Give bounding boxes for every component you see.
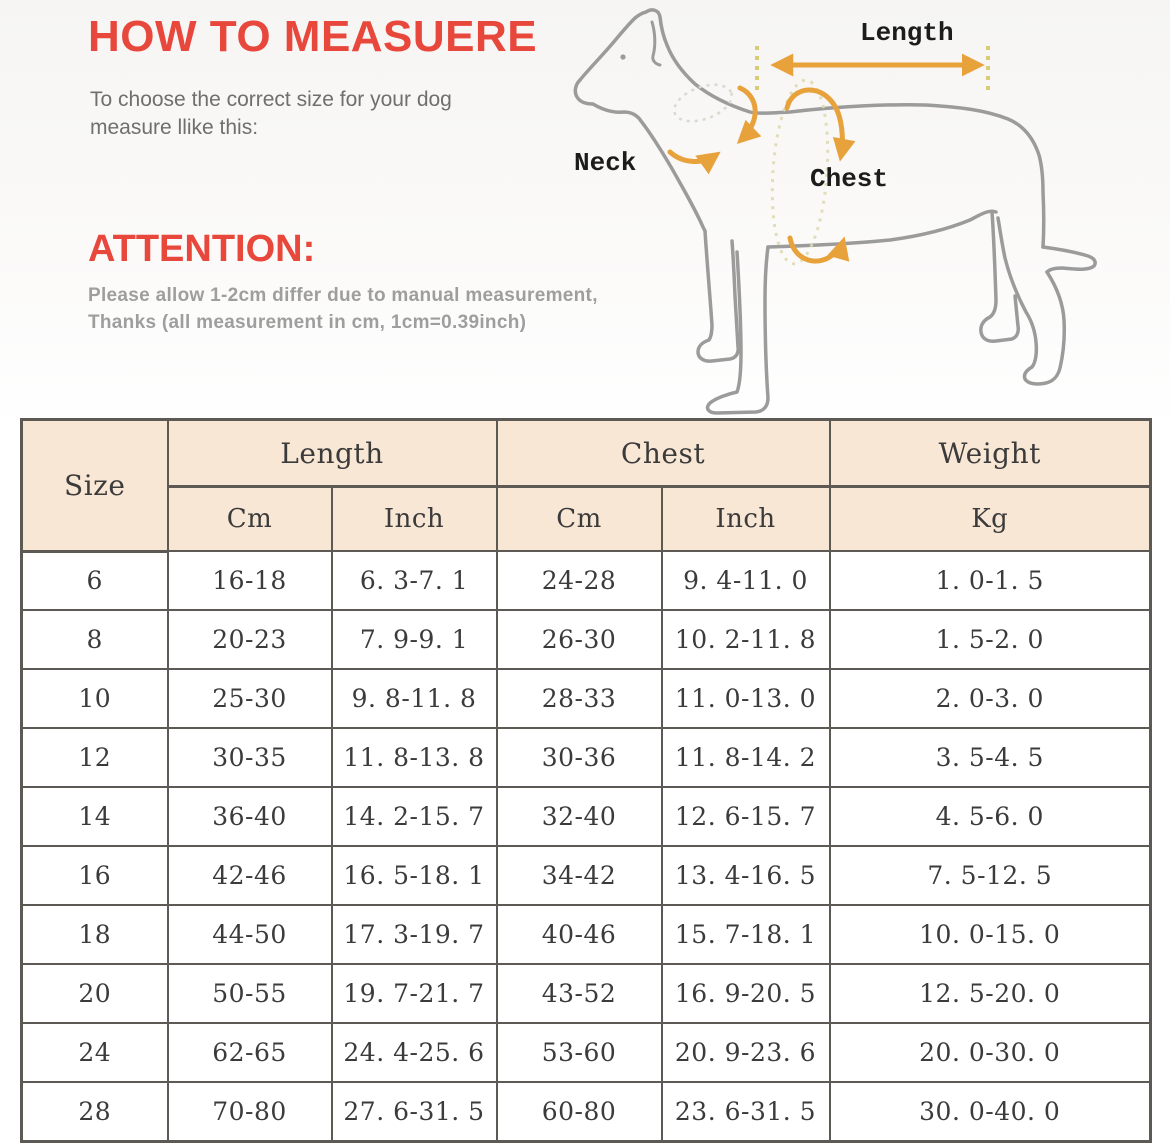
table-cell: 16	[22, 846, 168, 905]
neck-label: Neck	[574, 148, 637, 178]
table-cell: 25-30	[168, 669, 332, 728]
table-cell: 9. 4-11. 0	[662, 551, 830, 610]
table-cell: 50-55	[168, 964, 332, 1023]
table-row	[22, 905, 1151, 964]
table-cell: 23. 6-31. 5	[662, 1082, 830, 1141]
neck-arrow-upper	[740, 88, 755, 140]
dog-eye	[620, 54, 625, 59]
table-cell: 4. 5-6. 0	[830, 787, 1151, 846]
table-cell: 11. 8-13. 8	[332, 728, 497, 787]
chest-label: Chest	[810, 164, 889, 194]
table-cell: 14. 2-15. 7	[332, 787, 497, 846]
table-cell: 24. 4-25. 6	[332, 1023, 497, 1082]
table-cell: 20-23	[168, 610, 332, 669]
table-row	[22, 1082, 1151, 1141]
table-cell: 16. 9-20. 5	[662, 964, 830, 1023]
table-cell: 36-40	[168, 787, 332, 846]
table-row	[22, 551, 1151, 610]
table-cell: 62-65	[168, 1023, 332, 1082]
table-cell: 30-36	[497, 728, 662, 787]
attention-note-line-2: Thanks (all measurement in cm, 1cm=0.39inch)	[88, 312, 527, 333]
table-cell: 60-80	[497, 1082, 662, 1141]
table-cell: 1. 0-1. 5	[830, 551, 1151, 610]
table-cell: 28-33	[497, 669, 662, 728]
table-cell: 11. 8-14. 2	[662, 728, 830, 787]
table-cell: 2. 0-3. 0	[830, 669, 1151, 728]
table-cell: 16. 5-18. 1	[332, 846, 497, 905]
table-cell: 18	[22, 905, 168, 964]
attention-title: ATTENTION:	[88, 228, 316, 270]
table-row	[22, 787, 1151, 846]
page-title: HOW TO MEASUERE	[88, 12, 538, 61]
table-cell: 27. 6-31. 5	[332, 1082, 497, 1141]
size-table-body	[22, 551, 1151, 1141]
column-header-chest: Chest	[497, 420, 830, 487]
table-cell: 28	[22, 1082, 168, 1141]
attention-note	[88, 282, 598, 336]
table-cell: 20. 9-23. 6	[662, 1023, 830, 1082]
chest-arrow-lower	[790, 238, 843, 261]
table-cell: 42-46	[168, 846, 332, 905]
column-header-length-inch: Inch	[332, 487, 497, 552]
table-cell: 19. 7-21. 7	[332, 964, 497, 1023]
table-cell: 20. 0-30. 0	[830, 1023, 1151, 1082]
table-cell: 53-60	[497, 1023, 662, 1082]
dog-outline	[575, 10, 1095, 413]
table-cell: 24	[22, 1023, 168, 1082]
length-label: Length	[860, 18, 954, 48]
column-header-size: Size	[22, 420, 168, 552]
table-cell: 7. 9-9. 1	[332, 610, 497, 669]
size-table	[20, 418, 1152, 1143]
table-cell: 26-30	[497, 610, 662, 669]
table-cell: 17. 3-19. 7	[332, 905, 497, 964]
table-row	[22, 846, 1151, 905]
size-table-header	[22, 420, 1151, 552]
table-cell: 11. 0-13. 0	[662, 669, 830, 728]
subtitle	[90, 86, 452, 142]
measurement-diagram	[560, 0, 1170, 415]
table-cell: 12. 5-20. 0	[830, 964, 1151, 1023]
table-cell: 15. 7-18. 1	[662, 905, 830, 964]
table-cell: 10. 0-15. 0	[830, 905, 1151, 964]
table-cell: 30. 0-40. 0	[830, 1082, 1151, 1141]
table-cell: 8	[22, 610, 168, 669]
table-cell: 70-80	[168, 1082, 332, 1141]
table-row	[22, 964, 1151, 1023]
column-header-chest-inch: Inch	[662, 487, 830, 552]
table-cell: 24-28	[497, 551, 662, 610]
table-cell: 16-18	[168, 551, 332, 610]
table-row	[22, 669, 1151, 728]
chest-arrow-upper	[787, 90, 842, 156]
column-header-weight-kg: Kg	[830, 487, 1151, 552]
column-header-chest-cm: Cm	[497, 487, 662, 552]
table-cell: 3. 5-4. 5	[830, 728, 1151, 787]
table-row	[22, 610, 1151, 669]
table-cell: 7. 5-12. 5	[830, 846, 1151, 905]
table-row	[22, 1023, 1151, 1082]
table-cell: 1. 5-2. 0	[830, 610, 1151, 669]
column-header-length: Length	[168, 420, 497, 487]
attention-note-line-1: Please allow 1-2cm differ due to manual measurement,	[88, 285, 598, 306]
table-cell: 14	[22, 787, 168, 846]
table-cell: 10. 2-11. 8	[662, 610, 830, 669]
column-header-length-cm: Cm	[168, 487, 332, 552]
column-header-weight: Weight	[830, 420, 1151, 487]
subtitle-line-2: measure llike this:	[90, 116, 259, 139]
table-cell: 9. 8-11. 8	[332, 669, 497, 728]
subtitle-line-1: To choose the correct size for your dog	[90, 88, 452, 111]
dog-outline-illustration	[560, 0, 1170, 415]
table-cell: 43-52	[497, 964, 662, 1023]
table-cell: 6. 3-7. 1	[332, 551, 497, 610]
table-cell: 13. 4-16. 5	[662, 846, 830, 905]
table-cell: 10	[22, 669, 168, 728]
neck-arrow-lower	[670, 152, 716, 161]
table-row	[22, 728, 1151, 787]
table-cell: 34-42	[497, 846, 662, 905]
table-cell: 40-46	[497, 905, 662, 964]
table-cell: 12. 6-15. 7	[662, 787, 830, 846]
table-cell: 32-40	[497, 787, 662, 846]
table-cell: 12	[22, 728, 168, 787]
table-cell: 6	[22, 551, 168, 610]
table-cell: 44-50	[168, 905, 332, 964]
table-cell: 20	[22, 964, 168, 1023]
table-cell: 30-35	[168, 728, 332, 787]
